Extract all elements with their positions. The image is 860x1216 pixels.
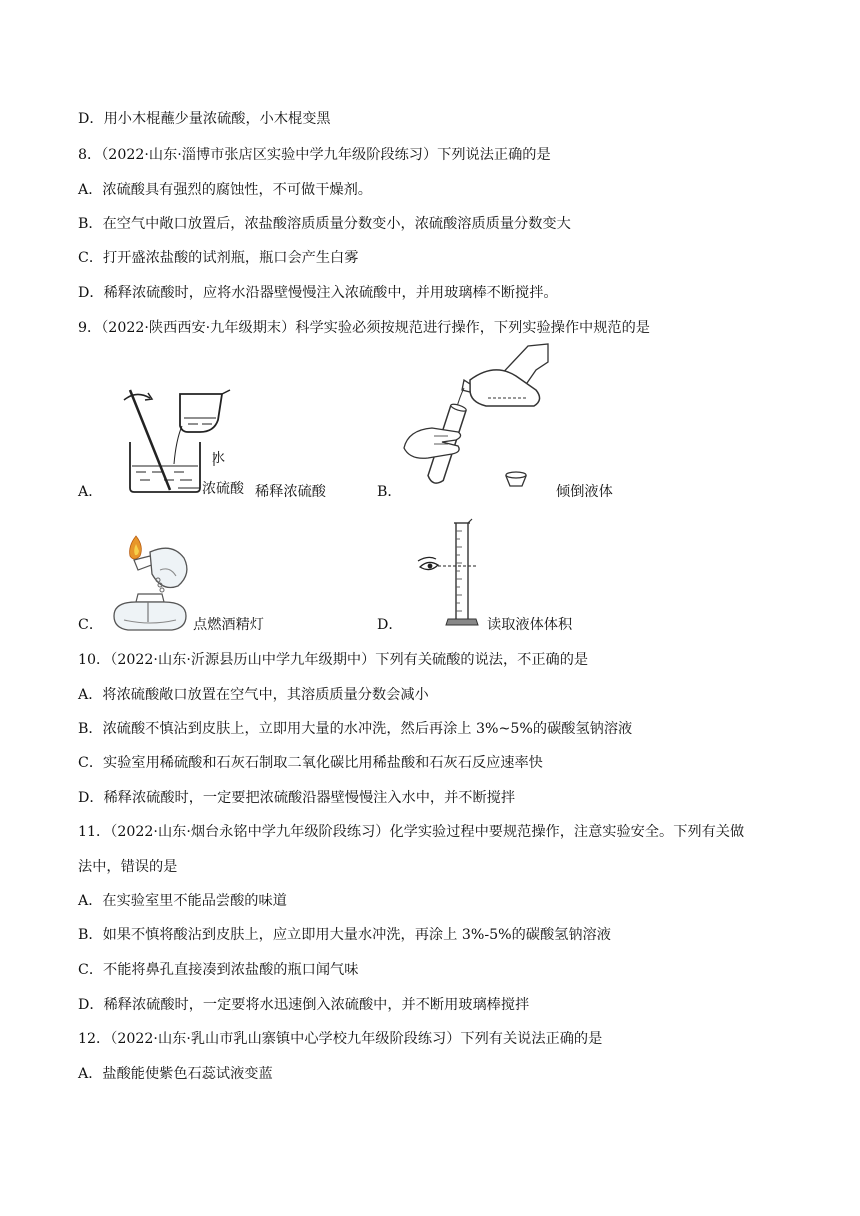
q9-option-d-label: D． <box>377 617 403 633</box>
q12-stem: 12．（2022·山东·乳山市乳山寨镇中心学校九年级阶段练习）下列有关说法正确的是 <box>78 1031 603 1047</box>
acid-label: 浓硫酸 <box>202 481 244 497</box>
q8-option-c: C．打开盛浓盐酸的试剂瓶，瓶口会产生白雾 <box>78 250 359 266</box>
q7-option-d: D．用小木棍蘸少量浓硫酸，小木棍变黑 <box>78 111 331 127</box>
figure-b-pouring-diagram <box>398 340 558 500</box>
figure-d-graduated-cylinder-diagram <box>400 515 500 633</box>
q9-option-a-label: A． <box>78 484 103 500</box>
q11-stem-line1: 11．（2022·山东·烟台永铭中学九年级阶段练习）化学实验过程中要规范操作，注意实验安全。下列有关做 <box>78 824 745 840</box>
q9-option-b-caption: 倾倒液体 <box>556 484 613 500</box>
q10-stem: 10．（2022·山东·沂源县历山中学九年级期中）下列有关硫酸的说法，不正确的是 <box>78 652 589 668</box>
q10-option-a: A．将浓硫酸敞口放置在空气中，其溶质质量分数会减小 <box>78 687 429 703</box>
q10-option-b: B．浓硫酸不慎沾到皮肤上，立即用大量的水冲洗，然后再涂上 3%~5%的碳酸氢钠溶液 <box>78 721 633 737</box>
q9-option-c-label: C． <box>78 617 104 633</box>
q11-option-c: C．不能将鼻孔直接凑到浓盐酸的瓶口闻气味 <box>78 962 359 978</box>
q11-stem-line2: 法中，错误的是 <box>78 859 178 875</box>
q9-option-b-label: B． <box>377 484 402 500</box>
q11-option-d: D．稀释浓硫酸时，一定要将水迅速倒入浓硫酸中，并不断用玻璃棒搅拌 <box>78 997 530 1013</box>
q10-option-c: C．实验室用稀硫酸和石灰石制取二氧化碳比用稀盐酸和石灰石反应速率快 <box>78 755 543 771</box>
q8-option-a: A．浓硫酸具有强烈的腐蚀性，不可做干燥剂。 <box>78 182 372 198</box>
q10-option-d: D．稀释浓硫酸时，一定要把浓硫酸沿器壁慢慢注入水中，并不断搅拌 <box>78 790 516 806</box>
q8-option-d: D．稀释浓硫酸时，应将水沿器壁慢慢注入浓硫酸中，并用玻璃棒不断搅拌。 <box>78 285 558 301</box>
q9-option-d-caption: 读取液体体积 <box>487 617 573 633</box>
figure-a-dilution-diagram <box>118 360 258 500</box>
figure-c-alcohol-lamp-diagram <box>100 530 200 635</box>
q12-option-a: A．盐酸能使紫色石蕊试液变蓝 <box>78 1066 273 1082</box>
q9-stem: 9．（2022·陕西西安·九年级期末）科学实验必须按规范进行操作，下列实验操作中规范的是 <box>78 320 650 336</box>
q11-option-a: A．在实验室里不能品尝酸的味道 <box>78 893 287 909</box>
water-label: 水 <box>212 451 226 466</box>
q11-option-b: B．如果不慎将酸沾到皮肤上，应立即用大量水冲洗，再涂上 3%-5%的碳酸氢钠溶液 <box>78 927 611 943</box>
q9-option-c-caption: 点燃酒精灯 <box>193 617 264 633</box>
q8-stem: 8．（2022·山东·淄博市张店区实验中学九年级阶段练习）下列说法正确的是 <box>78 147 551 163</box>
q8-option-b: B．在空气中敞口放置后，浓盐酸溶质质量分数变小，浓硫酸溶质质量分数变大 <box>78 216 571 232</box>
q9-option-a-caption: 稀释浓硫酸 <box>255 484 326 500</box>
